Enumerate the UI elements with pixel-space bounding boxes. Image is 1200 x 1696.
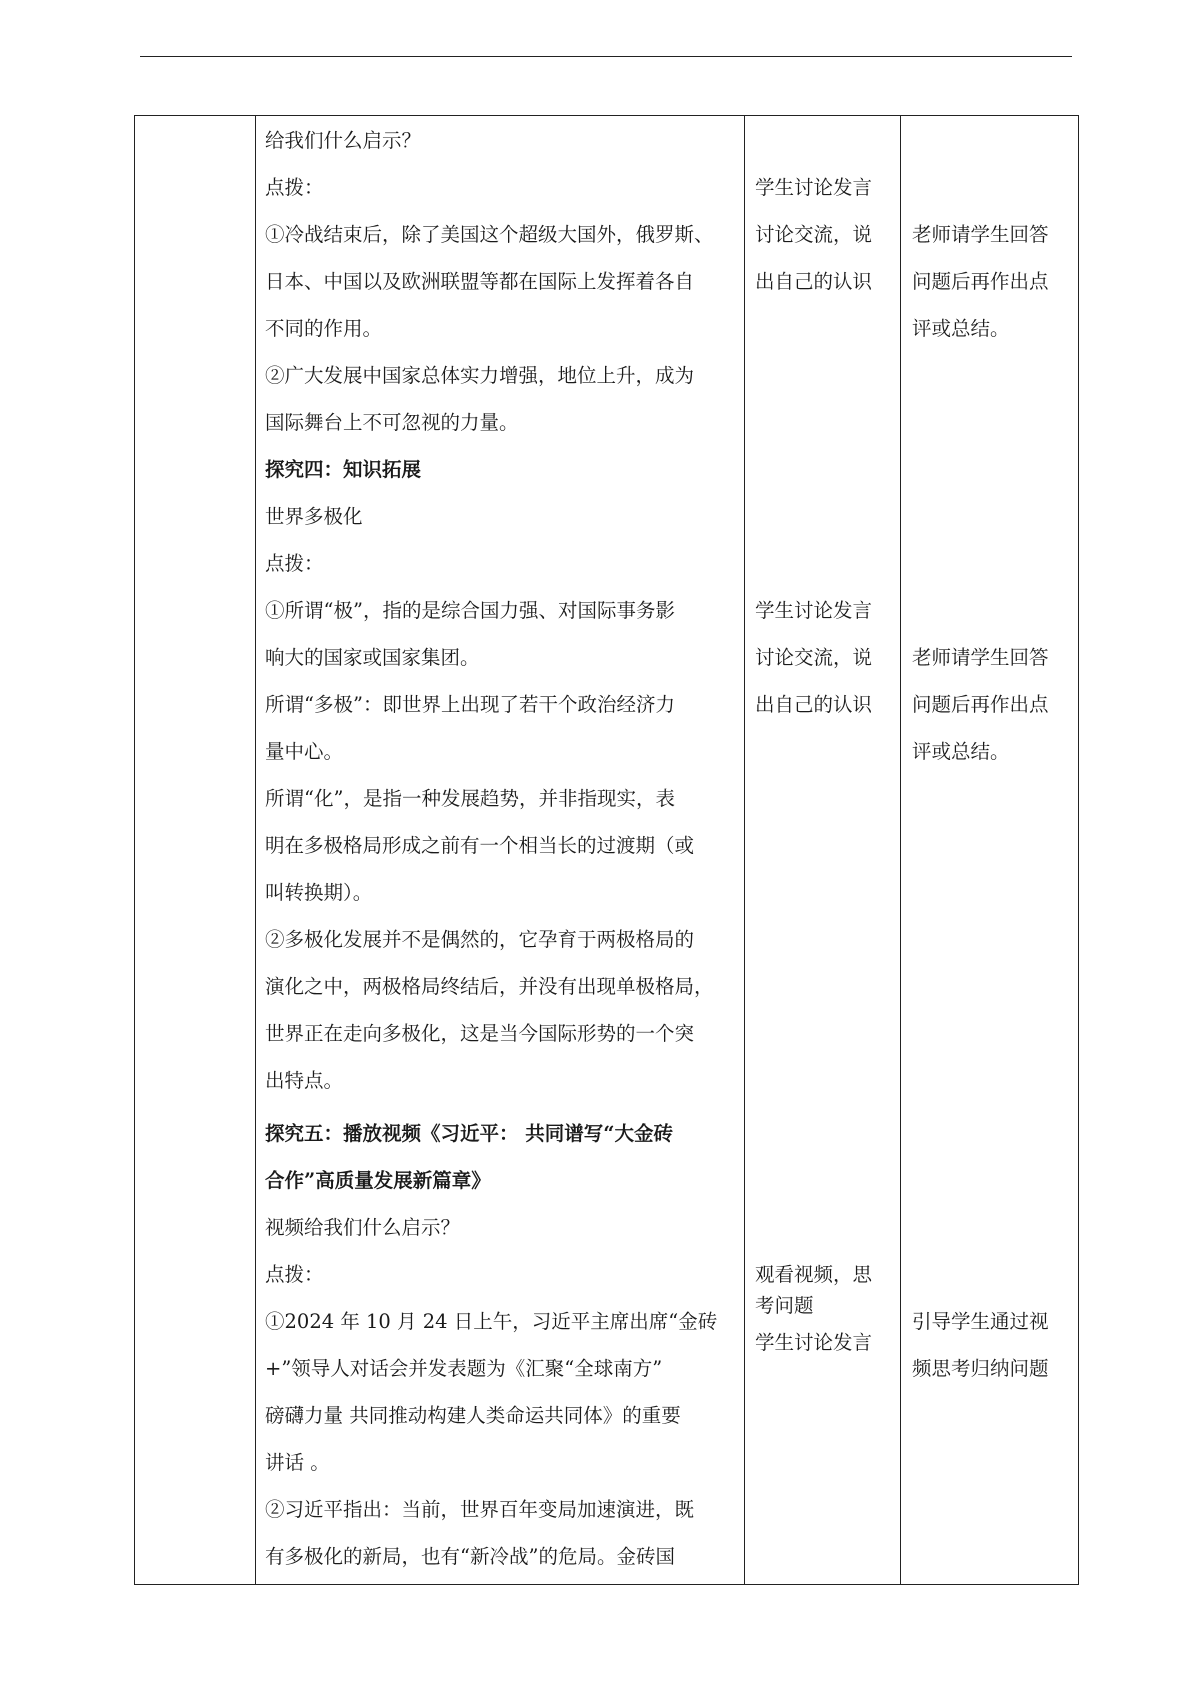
intent-line: 老师请学生回答 <box>912 223 1049 246</box>
activity-line: 观看视频，思 <box>755 1263 873 1286</box>
content-line: ①所谓“极”，指的是综合国力强、对国际事务影 <box>265 599 675 622</box>
intent-line: 频思考归纳问题 <box>912 1357 1049 1380</box>
content-line: 叫转换期）。 <box>265 881 373 904</box>
content-line: ①2024 年 10 月 24 日上午，习近平主席出席“金砖 <box>265 1310 718 1333</box>
content-line: 量中心。 <box>265 740 344 763</box>
content-line: ②多极化发展并不是偶然的，它孕育于两极格局的 <box>265 928 695 951</box>
activity-line: 出自己的认识 <box>755 270 873 293</box>
column-divider <box>255 116 256 1584</box>
content-line: 所谓“化”，是指一种发展趋势，并非指现实，表 <box>265 787 675 810</box>
content-line: 点拨： <box>265 1263 324 1286</box>
intent-line: 评或总结。 <box>912 740 1010 763</box>
header-rule <box>140 56 1072 57</box>
content-line: 世界多极化 <box>265 505 363 528</box>
content-line: ②广大发展中国家总体实力增强，地位上升，成为 <box>265 364 695 387</box>
activity-line: 讨论交流，说 <box>755 646 873 669</box>
content-line: 给我们什么启示？ <box>265 129 422 152</box>
section-heading: 探究五：播放视频《习近平： 共同谱写“大金砖 <box>265 1122 674 1145</box>
content-line: 所谓“多极”：即世界上出现了若干个政治经济力 <box>265 693 675 716</box>
content-line: 不同的作用。 <box>265 317 383 340</box>
activity-line: 学生讨论发言 <box>755 176 873 199</box>
content-line: 视频给我们什么启示？ <box>265 1216 461 1239</box>
content-line: 明在多极格局形成之前有一个相当长的过渡期（或 <box>265 834 695 857</box>
activity-line: 出自己的认识 <box>755 693 873 716</box>
intent-line: 引导学生通过视 <box>912 1310 1049 1333</box>
content-line: 响大的国家或国家集团。 <box>265 646 480 669</box>
activity-line: 考问题 <box>755 1294 814 1317</box>
content-line: 出特点。 <box>265 1069 344 1092</box>
column-divider <box>900 116 901 1584</box>
content-line: 点拨： <box>265 552 324 575</box>
intent-line: 评或总结。 <box>912 317 1010 340</box>
activity-line: 学生讨论发言 <box>755 599 873 622</box>
activity-line: 学生讨论发言 <box>755 1331 873 1354</box>
content-line: 国际舞台上不可忽视的力量。 <box>265 411 519 434</box>
intent-line: 问题后再作出点 <box>912 693 1049 716</box>
content-line: ②习近平指出：当前，世界百年变局加速演进，既 <box>265 1498 695 1521</box>
intent-line: 老师请学生回答 <box>912 646 1049 669</box>
content-line: 磅礴力量 共同推动构建人类命运共同体》的重要 <box>265 1404 681 1427</box>
activity-line: 讨论交流，说 <box>755 223 873 246</box>
column-divider <box>744 116 745 1584</box>
section-heading: 探究四：知识拓展 <box>265 458 422 481</box>
content-line: +”领导人对话会并发表题为《汇聚“全球南方” <box>265 1357 663 1380</box>
content-line: 演化之中，两极格局终结后，并没有出现单极格局， <box>265 975 714 998</box>
content-line: 点拨： <box>265 176 324 199</box>
intent-line: 问题后再作出点 <box>912 270 1049 293</box>
content-line: ①冷战结束后，除了美国这个超级大国外，俄罗斯、 <box>265 223 714 246</box>
content-line: 日本、中国以及欧洲联盟等都在国际上发挥着各自 <box>265 270 695 293</box>
content-line: 世界正在走向多极化，这是当今国际形势的一个突 <box>265 1022 695 1045</box>
content-line: 讲话 。 <box>265 1451 330 1474</box>
section-heading: 合作”高质量发展新篇章》 <box>265 1169 491 1192</box>
content-line: 有多极化的新局，也有“新冷战”的危局。金砖国 <box>265 1545 675 1568</box>
